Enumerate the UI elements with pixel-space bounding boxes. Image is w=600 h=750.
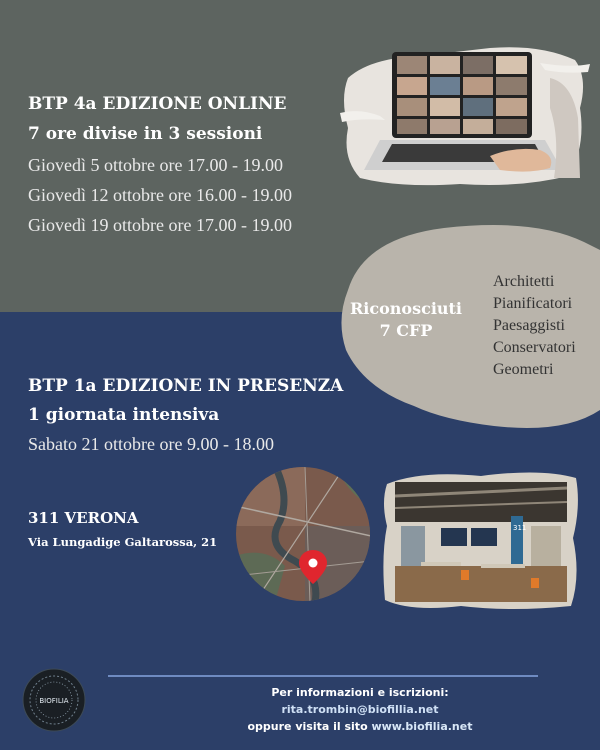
profession-item: Paesaggisti <box>493 317 565 334</box>
profession-item: Conservatori <box>493 339 576 356</box>
footer-divider <box>108 675 538 677</box>
presenza-date: Sabato 21 ottobre ore 9.00 - 18.00 <box>28 434 274 454</box>
venue-interior-image <box>381 466 581 612</box>
venue-address: Via Lungadige Galtarossa, 21 <box>28 535 218 549</box>
location-map <box>235 466 371 602</box>
contact-email-link[interactable]: rita.trombin@biofillia.net <box>281 703 439 716</box>
credits-badge <box>348 298 464 342</box>
contact-info <box>170 684 550 735</box>
profession-item: Architetti <box>493 273 555 290</box>
profession-item: Pianificatori <box>493 295 573 312</box>
session-date-2: Giovedì 12 ottobre ore 16.00 - 19.00 <box>28 185 292 205</box>
online-edition-subtitle: 7 ore divise in 3 sessioni <box>28 124 263 144</box>
professions-list <box>493 271 576 381</box>
biofilia-logo <box>22 668 86 732</box>
contact-site-line <box>170 718 550 735</box>
venue-photo-label: 311 <box>513 524 527 532</box>
contact-intro: Per informazioni e iscrizioni: <box>271 686 449 699</box>
presenza-edition-subtitle: 1 giornata intensiva <box>28 405 220 425</box>
video-call-laptop-image <box>340 38 590 188</box>
session-date-3: Giovedì 19 ottobre ore 17.00 - 19.00 <box>28 215 292 235</box>
online-edition-title: BTP 4a EDIZIONE ONLINE <box>28 94 287 114</box>
logo-text: BIOFILIA <box>39 697 69 705</box>
credits-value: 7 CFP <box>379 321 433 340</box>
profession-item: Geometri <box>493 361 554 378</box>
website-link[interactable]: www.biofilia.net <box>371 720 473 733</box>
contact-site-prefix: oppure visita il sito <box>247 720 368 733</box>
credits-label: Riconosciuti <box>349 299 463 318</box>
venue-name: 311 VERONA <box>28 509 139 527</box>
presenza-edition-title: BTP 1a EDIZIONE IN PRESENZA <box>28 376 344 396</box>
session-date-1: Giovedì 5 ottobre ore 17.00 - 19.00 <box>28 155 283 175</box>
